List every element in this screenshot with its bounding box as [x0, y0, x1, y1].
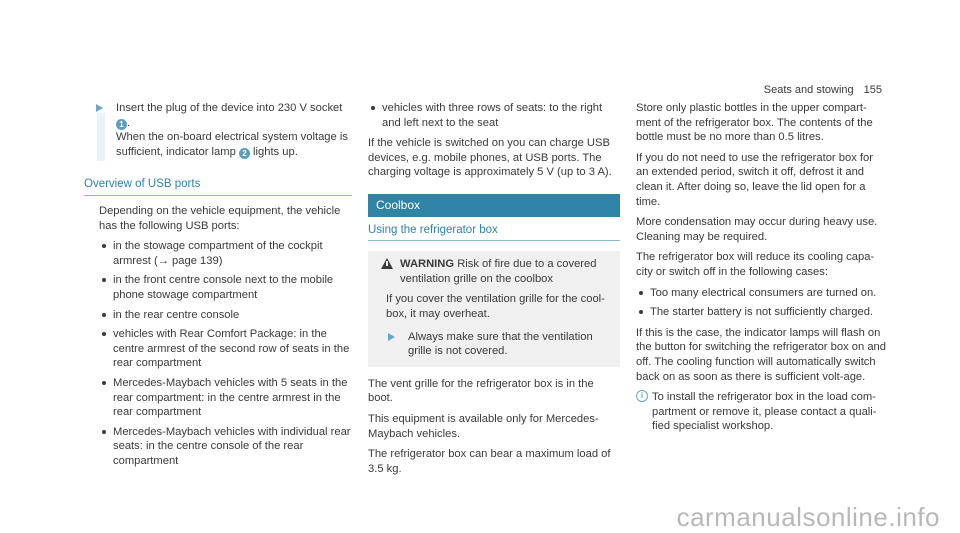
step-line-1: Insert the plug of the device into 230 V socket: [116, 102, 343, 114]
step-line-2: .: [127, 116, 131, 129]
step-line-3b: lights up.: [253, 145, 298, 158]
list-item: The starter battery is not sufficiently charged.: [636, 305, 888, 320]
list-item: in the stowage compartment of the cockpit armrest (→ page 139): [99, 239, 352, 268]
warning-step: [376, 330, 610, 359]
info-note: [636, 390, 888, 434]
column-2: [368, 101, 620, 482]
list-item: vehicles with Rear Comfort Package: in the centre armrest of the second row of seats in the rear compartment: [99, 327, 352, 371]
warning-title-tail: Risk of fire due to a covered ventilation grille on the coolbox: [400, 258, 597, 285]
list-item: Too many electrical consumers are turned on.: [636, 286, 888, 301]
callout-1-icon: 1: [116, 119, 127, 130]
column-3: [636, 101, 888, 434]
refrigerator-heading: Using the refrigerator box: [368, 223, 620, 242]
info-icon: i: [636, 390, 648, 402]
vent-paragraph: The vent grille for the refrigerator box is in the boot.: [368, 377, 594, 405]
list-item: in the rear centre console: [99, 308, 352, 323]
usb-intro: Depending on the vehicle equipment, the vehicle has the following USB ports:: [99, 204, 341, 232]
warning-triangle-icon: [381, 258, 393, 269]
step-arrow-icon: [388, 333, 395, 341]
usb-list: [99, 239, 352, 468]
cooling-paragraph: The refrigerator box will reduce its cooling capa-city or switch off in the following cases:: [636, 251, 875, 278]
coolbox-band: Coolbox: [368, 194, 620, 217]
usb-heading: Overview of USB ports: [84, 177, 352, 196]
usb-list-continued: [368, 101, 620, 130]
availability-paragraph: This equipment is available only for Mercedes-Maybach vehicles.: [368, 412, 599, 440]
page-header: [764, 83, 882, 98]
watermark: carmanualsonline.info: [676, 502, 940, 533]
warning-body: If you cover the ventilation grille for the cool-box, it may overheat.: [386, 293, 605, 320]
load-paragraph: The refrigerator box can bear a maximum load of 3.5 kg.: [368, 448, 611, 475]
list-item: Mercedes-Maybach vehicles with 5 seats in the rear compartment: in the centre armrest in the rear compartment: [99, 376, 352, 420]
list-item: Mercedes-Maybach vehicles with individual rear seats: in the centre console of the rear compartment: [99, 425, 352, 469]
note-text: To install the refrigerator box in the load com-partment or remove it, please contact a quali-fied specialist workshop.: [652, 391, 877, 433]
warning-step-text: Always make sure that the ventilation grille is not covered.: [408, 330, 593, 358]
condensation-paragraph: More condensation may occur during heavy use. Cleaning may be required.: [636, 216, 878, 243]
step-line-3: When the on-board electrical system voltage is sufficient, indicator lamp: [116, 131, 348, 158]
step-bar: [97, 113, 105, 161]
list-item: in the front centre console next to the mobile phone stowage compartment: [99, 273, 352, 302]
column-1: [84, 101, 352, 474]
warning-title: WARNING: [400, 258, 455, 271]
indicator-paragraph: If this is the case, the indicator lamps will flash on the button for switching the refrigerator box on and off. The cooling function will automatically switch back on as soon as there is sufficient volt-age.: [636, 326, 887, 383]
usb-section: [84, 204, 352, 469]
section-title: Seats and stowing: [763, 84, 854, 96]
cases-list: [636, 286, 888, 320]
callout-2-icon: 2: [239, 148, 250, 159]
storage-paragraph: If you do not need to use the refrigerator box for an extended period, switch it off, defrost it and clean it. After doing so, leave the lid open for a time.: [636, 151, 873, 208]
bottles-paragraph: Store only plastic bottles in the upper compart-ment of the refrigerator box. The contents of the bottle must be no more than 0.5 litres.: [636, 102, 873, 144]
page-number: 155: [863, 84, 882, 96]
warning-box: [368, 251, 620, 367]
step-arrow-icon: [96, 104, 103, 112]
list-item: vehicles with three rows of seats: to the right and left next to the seat: [368, 101, 620, 130]
charge-paragraph: If the vehicle is switched on you can charge USB devices, e.g. mobile phones, at USB ports. The charging voltage is approximately 5 V (up to 3 A).: [368, 137, 612, 179]
instruction-step: [84, 101, 352, 159]
